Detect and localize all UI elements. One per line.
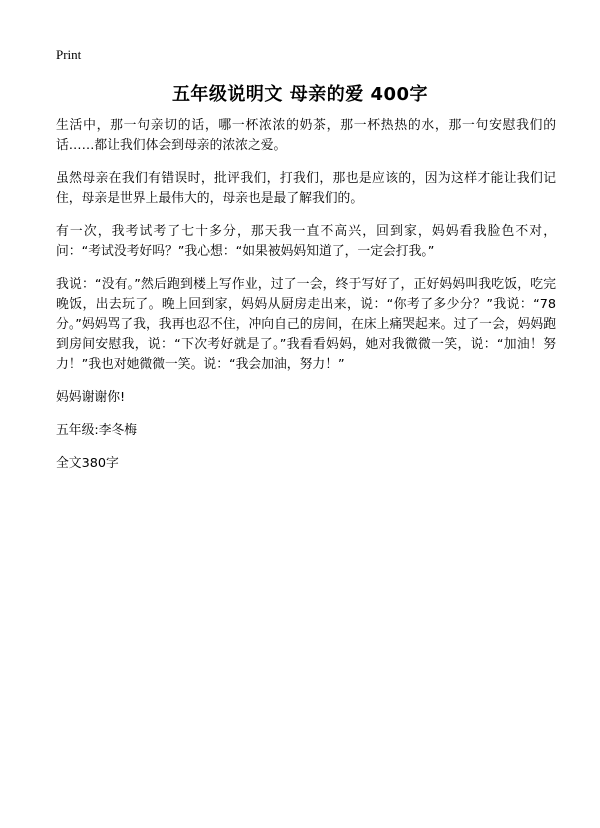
word-count: 全文380字 xyxy=(56,456,119,471)
paragraph-1: 生活中，那一句亲切的话，哪一杯浓浓的奶茶，那一杯热热的水，那一句安慰我们的话……都让我们体会到母亲的浓浓之爱。 xyxy=(56,118,556,153)
author-line: 五年级:李冬梅 xyxy=(56,423,138,438)
print-link[interactable]: Print xyxy=(56,47,82,62)
article-title: 五年级说明文 母亲的爱 400字 xyxy=(171,84,429,105)
paragraph-3: 有一次，我考试考了七十多分，那天我一直不高兴，回到家，妈妈看我脸色不对，问：“考试没考好吗？”我心想：“如果被妈妈知道了，一定会打我。” xyxy=(56,224,556,259)
closing-line: 妈妈谢谢你! xyxy=(56,390,126,405)
paragraph-2: 虽然母亲在我们有错误时，批评我们，打我们，那也是应该的，因为这样才能让我们记住，母亲是世界上最伟大的，母亲也是最了解我们的。 xyxy=(56,171,556,206)
article-body xyxy=(56,116,556,487)
paragraph-4: 我说：“没有。”然后跑到楼上写作业，过了一会，终于写好了，正好妈妈叫我吃饭，吃完晚饭，出去玩了。晚上回到家，妈妈从厨房走出来，说：“你考了多少分？”我说：“78分。”妈妈骂了我，我再也忍不住，冲向自己的房间，在床上痛哭起来。过了一会，妈妈跑到房间安慰我，说：“下次考好就是了。”我看看妈妈，她对我微微一笑，说：“加油！努力！”我也对她微微一笑。说：“我会加油，努力！” xyxy=(56,277,556,372)
